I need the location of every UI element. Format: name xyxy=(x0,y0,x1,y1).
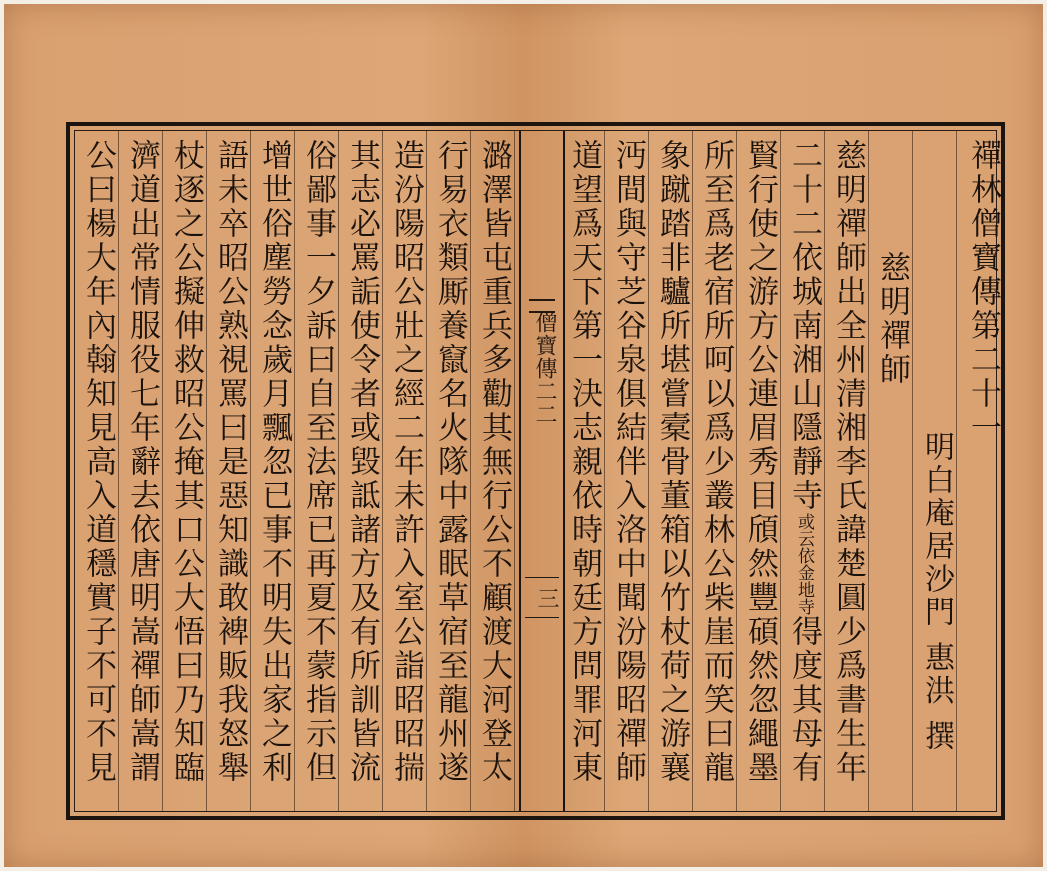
text-column: 潞澤皆屯重兵多勸其無行公不顧渡大河登太 xyxy=(475,131,515,811)
text-column: 所至爲老宿所呵以爲少叢林公柴崖而笑曰龍 xyxy=(697,131,737,811)
line-text: 二十二依城南湘山隱靜寺 xyxy=(786,139,822,513)
section-title: 慈明禪師 xyxy=(873,131,913,811)
text-column: 造汾陽昭公壯之經二年未許入室公詣昭昭揣 xyxy=(387,131,427,811)
text-column: 語未卒昭公熟視罵曰是惡知識敢裨販我怒舉 xyxy=(211,131,251,811)
text-column: 公曰楊大年內翰知見高入道穩實子不可不見 xyxy=(79,131,119,811)
left-page xyxy=(75,131,519,811)
text-column: 俗鄙事一夕訴曰自至法席已再夏不蒙指示但 xyxy=(299,131,339,811)
text-column: 行易衣類厮養竄名火隊中露眠草宿至龍州遂 xyxy=(431,131,471,811)
text-column: 賢行使之游方公連眉秀目頎然豐碩然忽繩墨 xyxy=(741,131,781,811)
text-column: 道望爲天下第一決志親依時朝廷方問罪河東 xyxy=(565,131,605,811)
page-number: 三 xyxy=(534,587,559,609)
page-frame xyxy=(66,122,1005,820)
center-fold xyxy=(519,131,565,811)
spine-title: 僧寶傳二二 xyxy=(532,311,557,426)
book-spread xyxy=(4,4,1043,867)
text-column: 其志必罵詬使令者或毀詆諸方及有所訓皆流 xyxy=(343,131,383,811)
text-grid xyxy=(74,130,1001,812)
line-text: 得度其母有 xyxy=(786,615,822,785)
text-column xyxy=(785,131,825,811)
text-column: 增世俗塵勞念歲月飄忽已事不明失出家之利 xyxy=(255,131,295,811)
text-column: 杖逐之公擬伸救昭公掩其口公大悟曰乃知臨 xyxy=(167,131,207,811)
text-column: 沔間與守芝谷泉俱結伴入洛中聞汾陽昭禪師 xyxy=(609,131,649,811)
interlinear-note: 或云依金地寺 xyxy=(794,513,814,615)
text-column: 慈明禪師出全州清湘李氏諱楚圓少爲書生年 xyxy=(829,131,869,811)
text-column: 濟道出常情服役七年辭去依唐明嵩禪師嵩謂 xyxy=(123,131,163,811)
author-line: 明白庵居沙門 惠洪 撰 xyxy=(917,131,957,811)
book-title: 禪林僧寶傳第二十一 xyxy=(961,131,1004,811)
right-page xyxy=(565,131,1001,811)
text-column: 象蹴踏非驢所堪嘗槖骨董箱以竹杖荷之游襄 xyxy=(653,131,693,811)
spine-rule xyxy=(525,617,559,618)
spine-rule xyxy=(525,577,559,578)
